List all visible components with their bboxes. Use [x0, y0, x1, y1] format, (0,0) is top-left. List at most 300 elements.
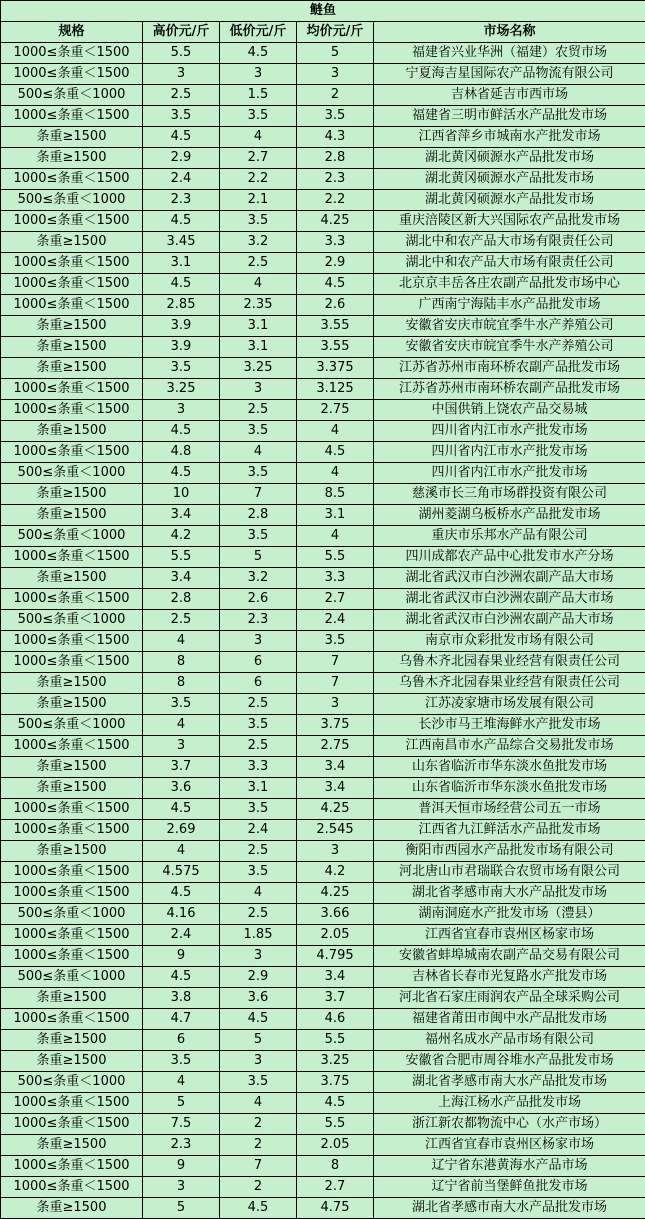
table-row	[1, 64, 645, 85]
cell-spec: 条重≥1500	[1, 337, 143, 358]
cell-high-price: 4.5	[143, 274, 220, 295]
table-row	[1, 673, 645, 694]
cell-high-price: 4	[143, 841, 220, 862]
cell-spec: 500≤条重＜1000	[1, 190, 143, 211]
cell-low-price: 6	[220, 652, 297, 673]
cell-avg-price: 2.2	[297, 190, 374, 211]
cell-high-price: 3	[143, 64, 220, 85]
cell-avg-price: 3.125	[297, 379, 374, 400]
cell-avg-price: 4	[297, 526, 374, 547]
cell-spec: 1000≤条重＜1500	[1, 883, 143, 904]
table-row	[1, 358, 645, 379]
cell-high-price: 2.3	[143, 1135, 220, 1156]
table-row	[1, 589, 645, 610]
cell-avg-price: 4	[297, 421, 374, 442]
cell-spec: 1000≤条重＜1500	[1, 1114, 143, 1135]
cell-avg-price: 3	[297, 64, 374, 85]
cell-low-price: 6	[220, 673, 297, 694]
table-row	[1, 106, 645, 127]
table-row	[1, 232, 645, 253]
cell-high-price: 4.5	[143, 421, 220, 442]
cell-high-price: 8	[143, 673, 220, 694]
table-row	[1, 610, 645, 631]
cell-market-name: 四川省内江市水产批发市场	[374, 442, 645, 463]
cell-market-name: 安徽省安庆市皖宜季牛水产养殖公司	[374, 316, 645, 337]
cell-market-name: 湖北省孝感市南大水产品批发市场	[374, 1072, 645, 1093]
cell-low-price: 7	[220, 1156, 297, 1177]
cell-market-name: 慈溪市长三角市场群投资有限公司	[374, 484, 645, 505]
cell-avg-price: 3.5	[297, 106, 374, 127]
cell-avg-price: 4.5	[297, 274, 374, 295]
cell-low-price: 2.5	[220, 400, 297, 421]
table-row	[1, 820, 645, 841]
table-row	[1, 1156, 645, 1177]
cell-low-price: 3.5	[220, 421, 297, 442]
table-row	[1, 736, 645, 757]
cell-high-price: 2.4	[143, 169, 220, 190]
cell-market-name: 长沙市马王堆海鲜水产批发市场	[374, 715, 645, 736]
header-row	[1, 22, 645, 43]
cell-high-price: 3.1	[143, 253, 220, 274]
cell-market-name: 普洱天恒市场经营公司五一市场	[374, 799, 645, 820]
cell-spec: 条重≥1500	[1, 232, 143, 253]
cell-spec: 1000≤条重＜1500	[1, 442, 143, 463]
cell-avg-price: 3.375	[297, 358, 374, 379]
cell-high-price: 2.69	[143, 820, 220, 841]
cell-avg-price: 3.3	[297, 568, 374, 589]
cell-low-price: 4.5	[220, 43, 297, 64]
cell-high-price: 3.5	[143, 1051, 220, 1072]
cell-low-price: 3.5	[220, 715, 297, 736]
table-row	[1, 526, 645, 547]
cell-avg-price: 4.2	[297, 862, 374, 883]
cell-spec: 条重≥1500	[1, 1198, 143, 1219]
cell-spec: 条重≥1500	[1, 484, 143, 505]
cell-low-price: 3.6	[220, 988, 297, 1009]
cell-market-name: 重庆涪陵区新大兴国际农产品批发市场	[374, 211, 645, 232]
cell-avg-price: 3.4	[297, 967, 374, 988]
cell-avg-price: 3.3	[297, 232, 374, 253]
cell-avg-price: 4	[297, 463, 374, 484]
table-row	[1, 1177, 645, 1198]
cell-spec: 1000≤条重＜1500	[1, 631, 143, 652]
cell-high-price: 4.5	[143, 463, 220, 484]
cell-spec: 1000≤条重＜1500	[1, 1177, 143, 1198]
cell-avg-price: 4.75	[297, 1198, 374, 1219]
table-body	[1, 43, 645, 1219]
cell-avg-price: 5.5	[297, 1030, 374, 1051]
cell-spec: 条重≥1500	[1, 694, 143, 715]
table-row	[1, 568, 645, 589]
table-row	[1, 148, 645, 169]
table-row	[1, 904, 645, 925]
cell-low-price: 3.25	[220, 358, 297, 379]
cell-low-price: 3.2	[220, 568, 297, 589]
cell-low-price: 2.5	[220, 841, 297, 862]
cell-market-name: 乌鲁木齐北园春果业经营有限责任公司	[374, 652, 645, 673]
cell-spec: 1000≤条重＜1500	[1, 799, 143, 820]
table-row	[1, 169, 645, 190]
cell-market-name: 江西省宜春市袁州区杨家市场	[374, 925, 645, 946]
cell-avg-price: 2.75	[297, 400, 374, 421]
cell-avg-price: 3.5	[297, 631, 374, 652]
cell-high-price: 3.25	[143, 379, 220, 400]
cell-avg-price: 3.1	[297, 505, 374, 526]
table-row	[1, 253, 645, 274]
cell-high-price: 4	[143, 715, 220, 736]
cell-spec: 1000≤条重＜1500	[1, 43, 143, 64]
cell-low-price: 3.3	[220, 757, 297, 778]
cell-high-price: 2.3	[143, 190, 220, 211]
cell-spec: 500≤条重＜1000	[1, 904, 143, 925]
cell-low-price: 1.5	[220, 85, 297, 106]
cell-spec: 条重≥1500	[1, 988, 143, 1009]
cell-spec: 1000≤条重＜1500	[1, 820, 143, 841]
cell-avg-price: 3.4	[297, 757, 374, 778]
cell-high-price: 5	[143, 1093, 220, 1114]
table-row	[1, 463, 645, 484]
cell-market-name: 吉林省长春市光复路水产批发市场	[374, 967, 645, 988]
cell-market-name: 江苏凌家塘市场发展有限公司	[374, 694, 645, 715]
cell-market-name: 湖北省武汉市白沙洲农副产品大市场	[374, 610, 645, 631]
cell-avg-price: 5.5	[297, 547, 374, 568]
table-row	[1, 694, 645, 715]
cell-market-name: 湖北省武汉市白沙洲农副产品大市场	[374, 568, 645, 589]
cell-low-price: 4	[220, 274, 297, 295]
table-row	[1, 400, 645, 421]
cell-high-price: 8	[143, 652, 220, 673]
cell-high-price: 4.5	[143, 211, 220, 232]
cell-avg-price: 3.75	[297, 715, 374, 736]
cell-low-price: 2.4	[220, 820, 297, 841]
table-row	[1, 799, 645, 820]
cell-low-price: 3.5	[220, 211, 297, 232]
cell-low-price: 3.1	[220, 337, 297, 358]
cell-low-price: 2.5	[220, 904, 297, 925]
cell-low-price: 3.2	[220, 232, 297, 253]
cell-market-name: 广西南宁海陆丰水产品批发市场	[374, 295, 645, 316]
cell-market-name: 南京市众彩批发市场有限公司	[374, 631, 645, 652]
cell-high-price: 2.5	[143, 85, 220, 106]
cell-market-name: 重庆市乐邦水产品有限公司	[374, 526, 645, 547]
cell-spec: 条重≥1500	[1, 568, 143, 589]
cell-high-price: 4.16	[143, 904, 220, 925]
cell-market-name: 福建省兴业华洲（福建）农贸市场	[374, 43, 645, 64]
cell-spec: 1000≤条重＜1500	[1, 274, 143, 295]
table-row	[1, 316, 645, 337]
cell-low-price: 2.7	[220, 148, 297, 169]
cell-market-name: 湖北省孝感市南大水产品批发市场	[374, 1198, 645, 1219]
cell-market-name: 江西省宜春市袁州区杨家市场	[374, 1135, 645, 1156]
cell-high-price: 3.4	[143, 505, 220, 526]
cell-market-name: 湖北黄冈硕源水产品批发市场	[374, 169, 645, 190]
cell-avg-price: 4.795	[297, 946, 374, 967]
cell-market-name: 安徽省合肥市周谷堆水产品批发市场	[374, 1051, 645, 1072]
cell-spec: 500≤条重＜1000	[1, 526, 143, 547]
cell-market-name: 湖北中和农产品大市场有限责任公司	[374, 253, 645, 274]
cell-high-price: 3.8	[143, 988, 220, 1009]
cell-market-name: 福建省三明市鲜活水产品批发市场	[374, 106, 645, 127]
cell-avg-price: 3.25	[297, 1051, 374, 1072]
cell-spec: 1000≤条重＜1500	[1, 295, 143, 316]
table-row	[1, 442, 645, 463]
cell-spec: 1000≤条重＜1500	[1, 1093, 143, 1114]
cell-avg-price: 3	[297, 841, 374, 862]
cell-avg-price: 2.05	[297, 925, 374, 946]
table-title: 鲢鱼	[1, 1, 645, 22]
cell-low-price: 5	[220, 1030, 297, 1051]
table-row	[1, 274, 645, 295]
cell-spec: 1000≤条重＜1500	[1, 400, 143, 421]
cell-market-name: 浙江新农都物流中心（水产市场）	[374, 1114, 645, 1135]
cell-avg-price: 2.7	[297, 1177, 374, 1198]
cell-avg-price: 2.75	[297, 736, 374, 757]
cell-high-price: 4.5	[143, 883, 220, 904]
table-row	[1, 988, 645, 1009]
cell-market-name: 安徽省安庆市皖宜季牛水产养殖公司	[374, 337, 645, 358]
cell-market-name: 江苏省苏州市南环桥农副产品批发市场	[374, 379, 645, 400]
cell-high-price: 3	[143, 1177, 220, 1198]
cell-avg-price: 3.55	[297, 316, 374, 337]
cell-spec: 1000≤条重＜1500	[1, 547, 143, 568]
table-row	[1, 337, 645, 358]
table-row	[1, 379, 645, 400]
cell-market-name: 吉林省延吉市西市场	[374, 85, 645, 106]
cell-low-price: 7	[220, 484, 297, 505]
cell-avg-price: 2.6	[297, 295, 374, 316]
cell-spec: 1000≤条重＜1500	[1, 946, 143, 967]
cell-spec: 条重≥1500	[1, 1030, 143, 1051]
cell-low-price: 2	[220, 1177, 297, 1198]
cell-high-price: 5	[143, 1198, 220, 1219]
cell-spec: 500≤条重＜1000	[1, 610, 143, 631]
cell-high-price: 4.575	[143, 862, 220, 883]
cell-spec: 条重≥1500	[1, 421, 143, 442]
table-row	[1, 1072, 645, 1093]
cell-low-price: 2.2	[220, 169, 297, 190]
cell-market-name: 安徽省蚌埠城南农副产品交易有限公司	[374, 946, 645, 967]
cell-spec: 500≤条重＜1000	[1, 967, 143, 988]
cell-market-name: 四川省内江市水产批发市场	[374, 421, 645, 442]
cell-low-price: 2.8	[220, 505, 297, 526]
table-row	[1, 862, 645, 883]
cell-market-name: 辽宁省前当堡鲜鱼批发市场	[374, 1177, 645, 1198]
cell-market-name: 江西省萍乡市城南水产批发市场	[374, 127, 645, 148]
table-row	[1, 1051, 645, 1072]
cell-high-price: 4	[143, 631, 220, 652]
cell-high-price: 3.9	[143, 337, 220, 358]
cell-market-name: 湖州菱湖乌板桥水产品批发市场	[374, 505, 645, 526]
cell-low-price: 3.5	[220, 106, 297, 127]
cell-high-price: 3.4	[143, 568, 220, 589]
cell-high-price: 3.45	[143, 232, 220, 253]
cell-avg-price: 2.3	[297, 169, 374, 190]
cell-avg-price: 4.6	[297, 1009, 374, 1030]
cell-high-price: 3	[143, 736, 220, 757]
cell-low-price: 3	[220, 379, 297, 400]
cell-market-name: 上海江杨水产品批发市场	[374, 1093, 645, 1114]
cell-high-price: 3.5	[143, 358, 220, 379]
cell-high-price: 2.8	[143, 589, 220, 610]
cell-market-name: 湖北省武汉市白沙洲农副产品大市场	[374, 589, 645, 610]
cell-avg-price: 2	[297, 85, 374, 106]
cell-high-price: 4.5	[143, 127, 220, 148]
cell-spec: 1000≤条重＜1500	[1, 253, 143, 274]
cell-high-price: 9	[143, 1156, 220, 1177]
cell-low-price: 3.5	[220, 526, 297, 547]
table-row	[1, 1114, 645, 1135]
cell-avg-price: 8	[297, 1156, 374, 1177]
cell-high-price: 2.85	[143, 295, 220, 316]
cell-high-price: 4.5	[143, 799, 220, 820]
cell-low-price: 2.9	[220, 967, 297, 988]
table-row	[1, 484, 645, 505]
cell-spec: 1000≤条重＜1500	[1, 736, 143, 757]
cell-spec: 条重≥1500	[1, 316, 143, 337]
table-row	[1, 652, 645, 673]
cell-spec: 1000≤条重＜1500	[1, 169, 143, 190]
cell-avg-price: 7	[297, 673, 374, 694]
cell-market-name: 衡阳市西园水产品批发市场有限公司	[374, 841, 645, 862]
table-row	[1, 190, 645, 211]
cell-avg-price: 3.66	[297, 904, 374, 925]
cell-spec: 500≤条重＜1000	[1, 715, 143, 736]
cell-spec: 1000≤条重＜1500	[1, 64, 143, 85]
cell-high-price: 2.9	[143, 148, 220, 169]
cell-avg-price: 8.5	[297, 484, 374, 505]
cell-high-price: 3.7	[143, 757, 220, 778]
cell-market-name: 中国供销上饶农产品交易城	[374, 400, 645, 421]
cell-high-price: 4.5	[143, 967, 220, 988]
cell-low-price: 2.5	[220, 694, 297, 715]
cell-low-price: 4.5	[220, 1198, 297, 1219]
cell-high-price: 6	[143, 1030, 220, 1051]
cell-market-name: 江西省九江鲜活水产品批发市场	[374, 820, 645, 841]
cell-low-price: 3.5	[220, 1072, 297, 1093]
cell-market-name: 四川成都农产品中心批发市水产分场	[374, 547, 645, 568]
table-row	[1, 967, 645, 988]
header-market-name: 市场名称	[374, 22, 645, 43]
cell-avg-price: 4.25	[297, 799, 374, 820]
cell-high-price: 3.6	[143, 778, 220, 799]
table-row	[1, 43, 645, 64]
cell-spec: 条重≥1500	[1, 505, 143, 526]
cell-avg-price: 4.3	[297, 127, 374, 148]
cell-avg-price: 2.9	[297, 253, 374, 274]
table-row	[1, 1009, 645, 1030]
cell-low-price: 3	[220, 64, 297, 85]
table-row	[1, 1093, 645, 1114]
cell-low-price: 3.5	[220, 463, 297, 484]
table-row	[1, 421, 645, 442]
cell-spec: 条重≥1500	[1, 1135, 143, 1156]
table-row	[1, 1030, 645, 1051]
table-row	[1, 715, 645, 736]
cell-market-name: 江苏省苏州市南环桥农副产品批发市场	[374, 358, 645, 379]
cell-market-name: 湖北省孝感市南大水产品批发市场	[374, 883, 645, 904]
cell-high-price: 5.5	[143, 547, 220, 568]
cell-low-price: 1.85	[220, 925, 297, 946]
cell-spec: 条重≥1500	[1, 841, 143, 862]
cell-avg-price: 3.4	[297, 778, 374, 799]
cell-spec: 条重≥1500	[1, 778, 143, 799]
cell-low-price: 2	[220, 1135, 297, 1156]
cell-low-price: 2.35	[220, 295, 297, 316]
cell-market-name: 辽宁省东港黄海水产品市场	[374, 1156, 645, 1177]
table-row	[1, 631, 645, 652]
cell-avg-price: 3.7	[297, 988, 374, 1009]
cell-spec: 条重≥1500	[1, 127, 143, 148]
cell-spec: 1000≤条重＜1500	[1, 211, 143, 232]
cell-spec: 500≤条重＜1000	[1, 1072, 143, 1093]
cell-spec: 条重≥1500	[1, 1051, 143, 1072]
cell-spec: 1000≤条重＜1500	[1, 652, 143, 673]
cell-market-name: 河北唐山市君瑞联合农贸市场有限公司	[374, 862, 645, 883]
table-row	[1, 925, 645, 946]
cell-high-price: 7.5	[143, 1114, 220, 1135]
table-row	[1, 778, 645, 799]
cell-spec: 1000≤条重＜1500	[1, 106, 143, 127]
cell-high-price: 3.5	[143, 694, 220, 715]
table-row	[1, 1135, 645, 1156]
cell-market-name: 山东省临沂市华东淡水鱼批发市场	[374, 778, 645, 799]
cell-low-price: 4	[220, 1093, 297, 1114]
table-row	[1, 1198, 645, 1219]
cell-high-price: 10	[143, 484, 220, 505]
cell-spec: 1000≤条重＜1500	[1, 1156, 143, 1177]
cell-low-price: 4.5	[220, 1009, 297, 1030]
cell-avg-price: 5	[297, 43, 374, 64]
title-row	[1, 1, 645, 22]
table-row	[1, 547, 645, 568]
cell-low-price: 4	[220, 883, 297, 904]
cell-low-price: 2	[220, 1114, 297, 1135]
table-row	[1, 127, 645, 148]
cell-high-price: 4.8	[143, 442, 220, 463]
cell-spec: 1000≤条重＜1500	[1, 589, 143, 610]
cell-avg-price: 4.5	[297, 442, 374, 463]
table-row	[1, 883, 645, 904]
table-row	[1, 757, 645, 778]
cell-spec: 1000≤条重＜1500	[1, 862, 143, 883]
cell-avg-price: 3.75	[297, 1072, 374, 1093]
cell-market-name: 河北省石家庄雨润农产品全球采购公司	[374, 988, 645, 1009]
cell-high-price: 4	[143, 1072, 220, 1093]
cell-market-name: 江西南昌市水产品综合交易批发市场	[374, 736, 645, 757]
header-avg-price: 均价元/斤	[297, 22, 374, 43]
cell-low-price: 2.5	[220, 736, 297, 757]
cell-market-name: 北京京丰岳各庄农副产品批发市场中心	[374, 274, 645, 295]
cell-avg-price: 5.5	[297, 1114, 374, 1135]
cell-high-price: 4.2	[143, 526, 220, 547]
cell-low-price: 4	[220, 127, 297, 148]
header-spec: 规格	[1, 22, 143, 43]
cell-market-name: 山东省临沂市华东淡水鱼批发市场	[374, 757, 645, 778]
cell-avg-price: 2.545	[297, 820, 374, 841]
cell-low-price: 3	[220, 1051, 297, 1072]
cell-avg-price: 4.5	[297, 1093, 374, 1114]
cell-high-price: 9	[143, 946, 220, 967]
cell-high-price: 4.7	[143, 1009, 220, 1030]
table-row	[1, 295, 645, 316]
cell-market-name: 湖北黄冈硕源水产品批发市场	[374, 190, 645, 211]
cell-spec: 条重≥1500	[1, 757, 143, 778]
cell-market-name: 四川省内江市水产批发市场	[374, 463, 645, 484]
cell-low-price: 4	[220, 442, 297, 463]
cell-spec: 500≤条重＜1000	[1, 463, 143, 484]
cell-low-price: 3.5	[220, 799, 297, 820]
cell-low-price: 2.3	[220, 610, 297, 631]
